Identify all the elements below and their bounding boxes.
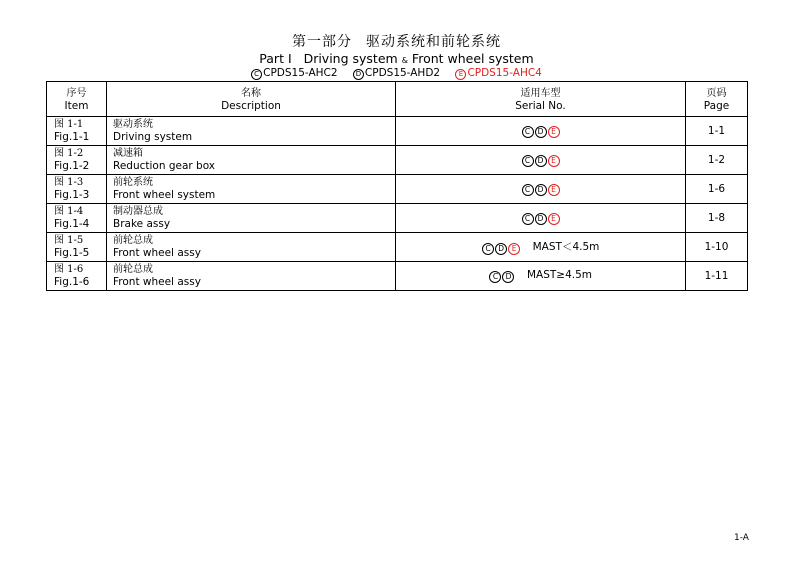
model-c-mark: C	[251, 69, 262, 80]
item-cell: 图 1-5 Fig.1-5	[47, 233, 107, 262]
item-cell: 图 1-1 Fig.1-1	[47, 117, 107, 146]
model-e-code: CPDS15-AHC4	[467, 67, 542, 79]
model-legend	[0, 67, 793, 80]
model-e-mark: E	[455, 69, 466, 80]
model-d-mark: D	[353, 69, 364, 80]
title-cn-name: 驱动系统和前轮系统	[366, 34, 501, 50]
mast-note: MAST＜4.5m	[532, 241, 600, 253]
table-header-row	[47, 82, 748, 117]
description-cell: 前轮总成 Front wheel assy	[107, 233, 396, 262]
title-en-amp: &	[401, 56, 408, 65]
header-description: 名称 Description	[107, 82, 396, 117]
mast-note: MAST≥4.5m	[526, 269, 593, 281]
section-title-english	[0, 51, 793, 66]
model-e	[455, 67, 541, 79]
serial-mark-c: C	[522, 213, 534, 225]
description-cell: 驱动系统 Driving system	[107, 117, 396, 146]
serial-mark-e: E	[548, 184, 560, 196]
header-serial: 适用车型 Serial No.	[396, 82, 686, 117]
model-c	[251, 67, 337, 79]
title-en-name-2: Front wheel system	[411, 51, 534, 66]
table-row	[47, 262, 748, 291]
description-cell: 前轮总成 Front wheel assy	[107, 262, 396, 291]
item-cell: 图 1-3 Fig.1-3	[47, 175, 107, 204]
serial-cell	[396, 146, 686, 175]
table-row	[47, 146, 748, 175]
serial-mark-d: D	[495, 243, 507, 255]
serial-mark-d: D	[535, 213, 547, 225]
serial-mark-e: E	[548, 213, 560, 225]
serial-mark-d: D	[535, 155, 547, 167]
model-d-code: CPDS15-AHD2	[364, 67, 441, 79]
serial-mark-c: C	[522, 126, 534, 138]
serial-mark-e: E	[508, 243, 520, 255]
serial-cell	[396, 117, 686, 146]
serial-mark-d: D	[535, 184, 547, 196]
title-cn-part: 第一部分	[292, 34, 352, 50]
item-cell: 图 1-6 Fig.1-6	[47, 262, 107, 291]
item-cell: 图 1-2 Fig.1-2	[47, 146, 107, 175]
page-cell: 1-2	[686, 146, 748, 175]
serial-cell	[396, 204, 686, 233]
page-cell: 1-10	[686, 233, 748, 262]
page-number: 1-A	[734, 533, 749, 543]
serial-mark-c: C	[522, 184, 534, 196]
serial-cell	[396, 175, 686, 204]
table-row	[47, 117, 748, 146]
page-cell: 1-8	[686, 204, 748, 233]
page-cell: 1-6	[686, 175, 748, 204]
serial-mark-d: D	[535, 126, 547, 138]
serial-mark-c: C	[489, 271, 501, 283]
serial-mark-d: D	[502, 271, 514, 283]
title-en-name-1: Driving system	[303, 51, 398, 66]
serial-cell	[396, 233, 686, 262]
description-cell: 前轮系统 Front wheel system	[107, 175, 396, 204]
header-item: 序号 Item	[47, 82, 107, 117]
model-d	[353, 67, 440, 79]
page-cell: 1-1	[686, 117, 748, 146]
parts-index-table	[46, 81, 748, 291]
item-cell: 图 1-4 Fig.1-4	[47, 204, 107, 233]
serial-mark-c: C	[482, 243, 494, 255]
header-page: 页码 Page	[686, 82, 748, 117]
title-en-part: Part Ⅰ	[259, 51, 292, 66]
serial-mark-c: C	[522, 155, 534, 167]
table-row	[47, 233, 748, 262]
model-c-code: CPDS15-AHC2	[263, 67, 338, 79]
serial-mark-e: E	[548, 155, 560, 167]
section-title-chinese	[0, 31, 793, 51]
serial-cell	[396, 262, 686, 291]
description-cell: 减速箱 Reduction gear box	[107, 146, 396, 175]
serial-mark-e: E	[548, 126, 560, 138]
table-row	[47, 204, 748, 233]
description-cell: 制动器总成 Brake assy	[107, 204, 396, 233]
table-row	[47, 175, 748, 204]
page-cell: 1-11	[686, 262, 748, 291]
